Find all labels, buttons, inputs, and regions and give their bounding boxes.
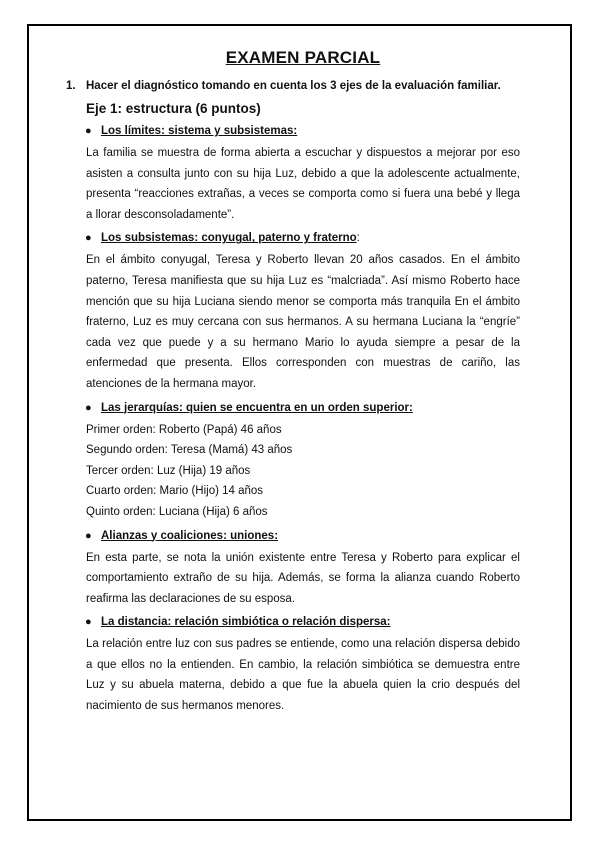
- bullet-icon: ●: [85, 616, 92, 629]
- document-content: [66, 46, 520, 717]
- section-paragraph-distancia: La relación entre luz con sus padres se entiende, como una relación dispersa debido a que ellos no la entienden. En cambio, la relación simbiótica se demuestra entre Luz y su abuela materna, debido a que fue la abuela quien la crio después del nacimiento de sus hermanos menores.: [86, 638, 520, 713]
- bullet-icon: ●: [85, 232, 92, 245]
- list-item: Tercer orden: Luz (Hija) 19 años: [86, 464, 251, 477]
- list-item: Quinto orden: Luciana (Hija) 6 años: [86, 505, 268, 518]
- question-number: 1.: [66, 80, 76, 92]
- page-title: EXAMEN PARCIAL: [225, 48, 381, 67]
- bullet-icon: ●: [85, 125, 92, 137]
- bullet-icon: ●: [85, 401, 92, 414]
- section-paragraph-limites: La familia se muestra de forma abierta a escuchar y dispuestos a mejorar por eso asisten a consulta junto con su hija Luz, debido a que la adolescente actualmente, presenta “reacciones extrañas, a veces se comporta como si fuera una bebé y llega a llorar desconsoladamente”.: [86, 147, 520, 221]
- section-heading-subsistemas: ● Los subsistemas: conyugal, paterno y fraterno:: [86, 230, 520, 247]
- section-heading-limites: ● Los límites: sistema y subsistemas:: [86, 123, 520, 140]
- section-heading-jerarquias: ● Las jerarquías: quien se encuentra en un orden superior:: [86, 400, 520, 417]
- section-paragraph-alianzas: En esta parte, se nota la unión existente entre Teresa y Roberto para explicar el comportamiento extraño de su hija. Además, se forma la alianza cuando Roberto reafirma las declaraciones de su esposa.: [86, 551, 520, 605]
- section-paragraph-subsistemas: En el ámbito conyugal, Teresa y Roberto llevan 20 años casados. En el ámbito paterno, Teresa manifiesta que su hija Luz es “malcriada”. Así mismo Roberto hace mención que su hija Luciana siendo menor se comporta más tranquila En el ámbito fraterno, Luz es muy cercana con sus hermanos. A su hermana Luciana la “engríe” cada vez que puede y a su hermano Mario lo ayuda siempre a pesar de la enfermedad que presenta. Ellos corresponden con muestras de cariño, las atenciones de la hermana mayor.: [86, 254, 520, 390]
- section-heading-alianzas: ● Alianzas y coaliciones: uniones:: [86, 528, 520, 545]
- question-text: Hacer el diagnóstico tomando en cuenta los 3 ejes de la evaluación familiar.: [86, 80, 501, 92]
- list-item: Cuarto orden: Mario (Hijo) 14 años: [86, 485, 264, 498]
- jerarquias-list: [86, 420, 520, 523]
- list-item: Segundo orden: Teresa (Mamá) 43 años: [86, 444, 293, 457]
- eje-title: Eje 1: estructura (6 puntos): [86, 101, 261, 116]
- bullet-icon: ●: [85, 529, 92, 542]
- list-item: Primer orden: Roberto (Papá) 46 años: [86, 423, 282, 436]
- section-heading-distancia: ● La distancia: relación simbiótica o relación dispersa:: [86, 614, 520, 631]
- question-1: [66, 78, 520, 94]
